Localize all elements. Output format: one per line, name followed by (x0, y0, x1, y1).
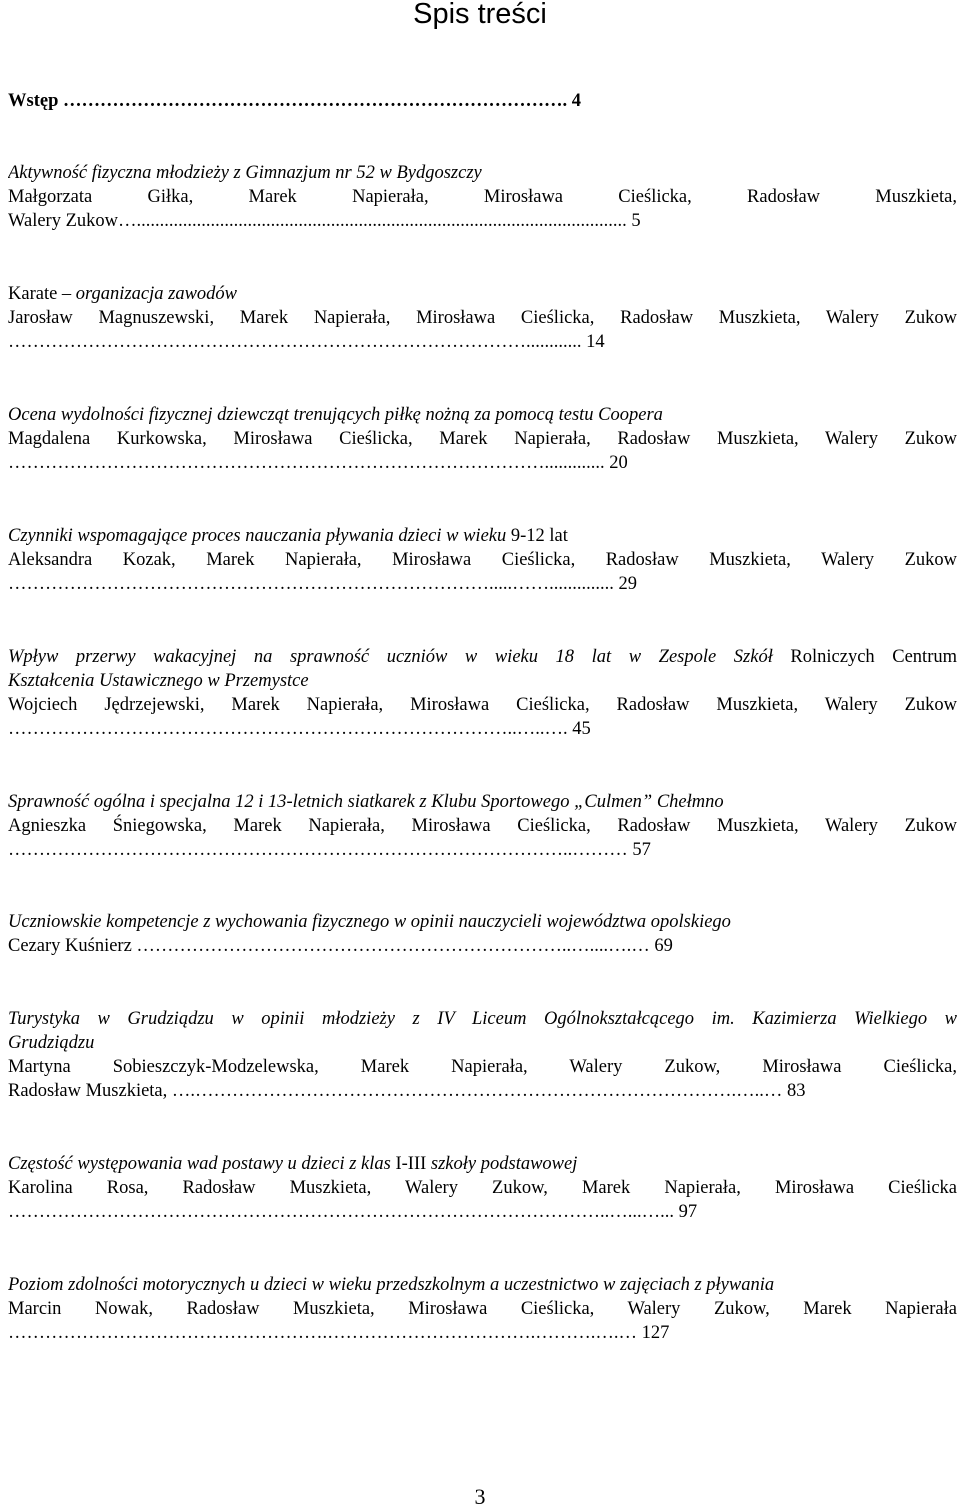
toc-leader: …………………………………………………………………….....…….............. (8, 574, 614, 594)
toc-page-number: 45 (572, 719, 591, 739)
toc-entry-authors-cont (8, 1079, 957, 1103)
toc-leader: ……………………………………………………………..…....….… (136, 936, 650, 956)
toc-entry-title[interactable]: Sprawność ogólna i specjalna 12 i 13-letnich siatkarek z Klubu Sportowego „Culmen” Chełmno (8, 792, 724, 812)
toc-page-number: 57 (632, 840, 651, 860)
toc-entry-authors: Aleksandra Kozak, Marek Napierała, Mirosława Cieślicka, Radosław Muszkieta, Walery Zukow (8, 550, 957, 570)
toc-title-italic: Czynniki wspomagające proces nauczania pływania dzieci w wieku (8, 526, 507, 546)
toc-authors: Cezary Kuśnierz (8, 936, 132, 956)
toc-entry-title-cont: Grudziądzu (8, 1033, 95, 1053)
toc-entry-title[interactable]: Ocena wydolności fizycznej dziewcząt trenujących piłkę nożną za pomocą testu Coopera (8, 405, 663, 425)
toc-entry-leader-line (8, 572, 957, 596)
toc-page-number: 127 (641, 1323, 670, 1343)
toc-title-italic: Częstość występowania wad postawy u dzieci z klas (8, 1154, 391, 1174)
toc-page-number: 69 (654, 936, 673, 956)
toc-entry-title[interactable]: Turystyka w Grudziądzu w opinii młodzieży z IV Liceum Ogólnokształcącego im. Kazimierza Wielkiego w (8, 1009, 957, 1029)
toc-label: Wstęp (8, 91, 59, 111)
toc-entry-leader-line (8, 1321, 957, 1345)
toc-entry-title[interactable]: Poziom zdolności motorycznych u dzieci w wieku przedszkolnym a uczestnictwo w zajęciach z pływania (8, 1275, 775, 1295)
toc-authors-tail: Radosław Muszkieta, (8, 1081, 168, 1101)
toc-entry-intro[interactable] (8, 89, 957, 113)
toc-title-plain: 9-12 lat (510, 526, 568, 546)
toc-entry-authors: Agnieszka Śniegowska, Marek Napierała, Mirosława Cieślicka, Radosław Muszkieta, Walery Zukow (8, 816, 957, 836)
toc-leader: ……………………………………………………………………………............. (8, 453, 605, 473)
toc-page-number: 4 (571, 91, 581, 111)
toc-entry-title-cont: Kształcenia Ustawicznego w Przemystce (8, 671, 309, 691)
toc-entry-authors: Martyna Sobieszczyk-Modzelewska, Marek Napierała, Walery Zukow, Mirosława Cieślicka, (8, 1057, 957, 1077)
toc-title-plain: I-III (395, 1154, 427, 1174)
toc-title-italic: Wpływ przerwy wakacyjnej na sprawność uczniów w wieku 18 lat w Zespole Szkół (8, 647, 773, 667)
toc-title-italic: szkoły podstawowej (430, 1154, 578, 1174)
toc-page-number: 97 (678, 1202, 698, 1222)
toc-entry-leader-line (8, 330, 957, 354)
toc-title-italic: organizacja zawodów (75, 284, 238, 304)
toc-entry-leader-line (8, 838, 957, 862)
toc-entry-title[interactable]: Uczniowskie kompetencje z wychowania fizycznego w opinii nauczycieli województwa opolskiego (8, 912, 731, 932)
toc-entry-authors: Jarosław Magnuszewski, Marek Napierała, Mirosława Cieślicka, Radosław Muszkieta, Walery Zukow (8, 308, 957, 328)
toc-entry-leader-line (8, 451, 957, 475)
toc-entry-authors: Magdalena Kurkowska, Mirosława Cieślicka, Marek Napierała, Radosław Muszkieta, Walery Zukow (8, 429, 957, 449)
toc-entry-authors: Małgorzata Giłka, Marek Napierała, Mirosława Cieślicka, Radosław Muszkieta, (8, 187, 957, 207)
toc-entry-title[interactable] (8, 524, 957, 548)
toc-page-number: 20 (609, 453, 628, 473)
toc-entry-leader-line (8, 1200, 957, 1224)
toc-entry-authors (8, 934, 957, 958)
toc-entry-authors: Marcin Nowak, Radosław Muszkieta, Mirosława Cieślicka, Walery Zukow, Marek Napierała (8, 1299, 957, 1319)
toc-entry-authors: Karolina Rosa, Radosław Muszkieta, Walery Zukow, Marek Napierała, Mirosława Cieślicka (8, 1178, 957, 1198)
toc-entry-leader-line (8, 717, 957, 741)
toc-title-plain: Karate – (8, 284, 72, 304)
toc-page-number: 5 (631, 211, 641, 231)
toc-authors-tail: Walery Zukow (8, 211, 118, 231)
page-title: Spis treści (413, 0, 547, 30)
toc-leader: ………………………………………………………………………………..……… (8, 840, 628, 860)
toc-entry-authors: Wojciech Jędrzejewski, Marek Napierała, Mirosława Cieślicka, Radosław Muszkieta, Walery Zukow (8, 695, 957, 715)
toc-leader: ………………………………………………………………………. (63, 91, 568, 111)
page-number: 3 (474, 1484, 486, 1509)
toc-leader: …………………………………………………………………………............ (8, 332, 582, 352)
toc-leader: …………………………………………….…………………………….……….….… (8, 1323, 637, 1343)
toc-leader: ….…………………………………………………………………………….…..… (171, 1081, 783, 1101)
toc-entry-title[interactable]: Aktywność fizyczna młodzieży z Gimnazjum nr 52 w Bydgoszczy (8, 163, 482, 183)
toc-page-number: 83 (787, 1081, 806, 1101)
toc-title-plain: Rolniczych Centrum (790, 647, 957, 667)
toc-leader: ………………………………………………………………………..…..…. (8, 719, 568, 739)
toc-page-number: 29 (618, 574, 637, 594)
toc-entry-title[interactable] (8, 1152, 957, 1176)
toc-entry-title[interactable] (8, 645, 957, 669)
toc-page-number: 14 (586, 332, 605, 352)
toc-leader: ……………………………………………………………………………………..…...…... (8, 1202, 674, 1222)
toc-leader: ….......................................................................................................... (118, 211, 627, 231)
toc-entry-title[interactable] (8, 282, 957, 306)
toc-entry-authors-cont (8, 209, 957, 233)
